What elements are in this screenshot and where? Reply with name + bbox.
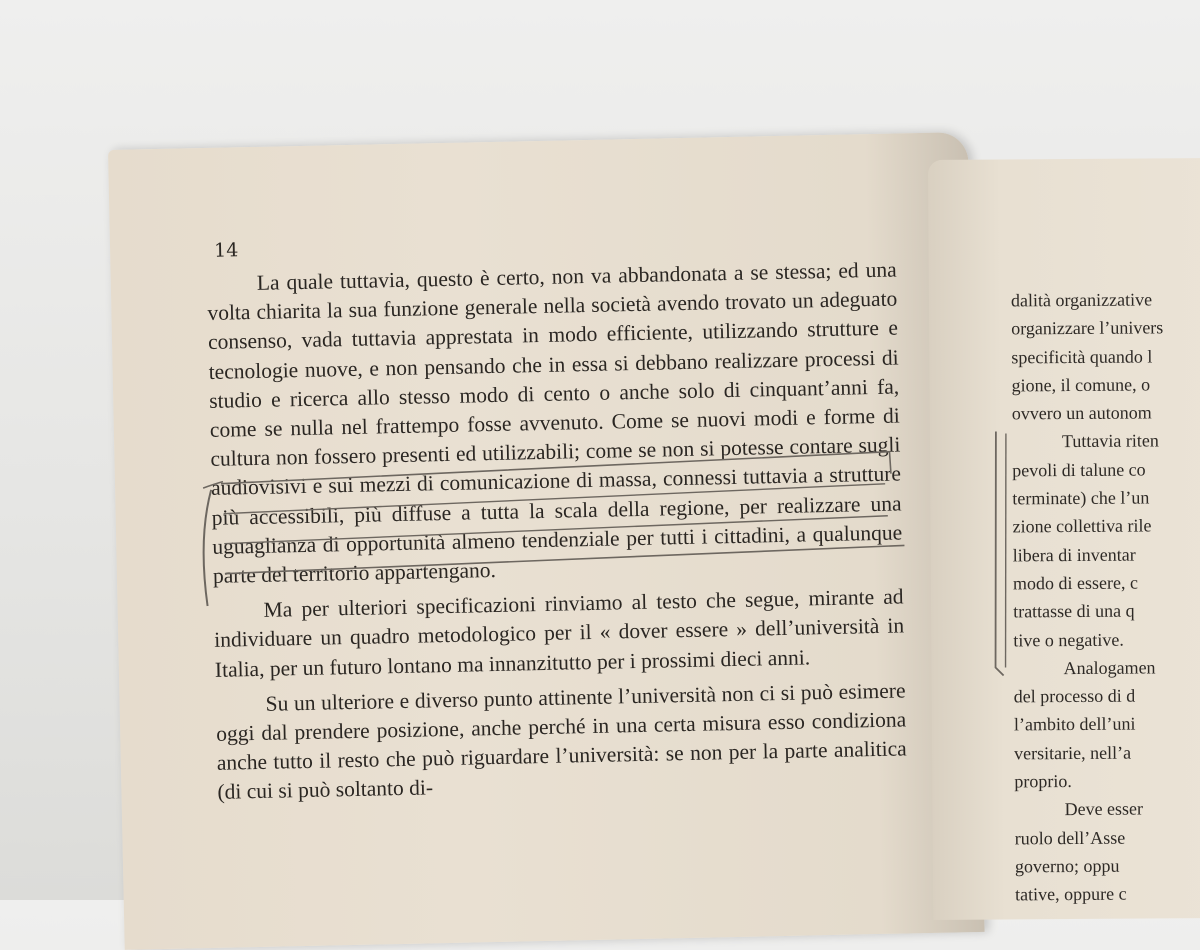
right-line: pevoli di talune co	[1012, 459, 1146, 481]
right-line: Deve esser	[1064, 798, 1144, 820]
right-line: dalità organizzative	[1010, 289, 1153, 311]
paragraph-1: La quale tuttavia, questo è certo, non va abbandonata a se stessa; ed una volta chiarita la sua funzione generale nella società avendo trovato un adeguato consenso, vada tuttavia apprestata in modo efficiente, utilizzando strutture e tecnologie nuove, e non pensando che in essa si debbano realizzare processi di studio e ricerca allo stesso modo di cento o anche solo di cinquant’anni fa, come se nulla nel frattempo fosse avvenuto. Come se nuovi modi e forme di cultura non fossero presenti ed utilizzabili; come se non si potesse contare sugli audiovisivi e sui mezzi di comunicazione di massa, connessi tuttavia a strutture più accessibili, più diffuse a tutta la scala della regione, per realizzare una uguaglianza di opportunità almeno tendenziale per tutti i cittadini, a qualunque parte del territorio appartengano.	[207, 257, 903, 588]
right-line: proprio.	[1014, 771, 1072, 792]
right-line: modo di essere, c	[1012, 572, 1138, 594]
right-line: Analogamen	[1063, 657, 1156, 678]
right-line: Tuttavia riten	[1061, 430, 1159, 452]
right-line: del processo di d	[1013, 685, 1136, 707]
right-line: trattasse di una q	[1013, 600, 1135, 622]
left-book-page	[108, 132, 985, 950]
page-number: 14	[213, 239, 239, 262]
right-line: versitarie, nell’a	[1014, 742, 1132, 764]
paragraph-3: Su un ulteriore e diverso punto attinente l’università non ci si può esimere oggi dal prendere posizione, anche perché in una certa misura esso condiziona anche tutto il resto che può riguardare l’università: se non per la parte analitica (di cui si può soltanto di-	[216, 678, 907, 805]
left-page-text	[207, 256, 908, 814]
right-line: zione collettiva rile	[1012, 515, 1152, 537]
right-line: ruolo dell’Asse	[1014, 827, 1126, 849]
right-line: libera di inventar	[1012, 544, 1136, 566]
right-book-page	[928, 158, 1200, 920]
right-page-text	[1011, 284, 1200, 909]
right-line: tative, oppure c	[1015, 883, 1127, 905]
right-line: specificità quando l	[1011, 346, 1153, 368]
right-line: governo; oppu	[1014, 855, 1120, 877]
right-margin-pencil-mark	[990, 427, 1016, 677]
right-line: terminate) che l’un	[1012, 487, 1150, 509]
right-line: tive o negative.	[1013, 629, 1124, 650]
right-line: ovvero un autonom	[1011, 402, 1152, 424]
right-line: organizzare l’univers	[1011, 317, 1164, 339]
paragraph-2: Ma per ulteriori specificazioni rinviamo al testo che segue, mirante ad individuare un quadro metodologico per il « dover essere » dell’università in Italia, per un futuro lontano ma innanzitutto per i prossimi dieci anni.	[214, 584, 905, 682]
right-line: gione, il comune, o	[1011, 374, 1151, 396]
right-line: l’ambito dell’uni	[1013, 714, 1136, 735]
